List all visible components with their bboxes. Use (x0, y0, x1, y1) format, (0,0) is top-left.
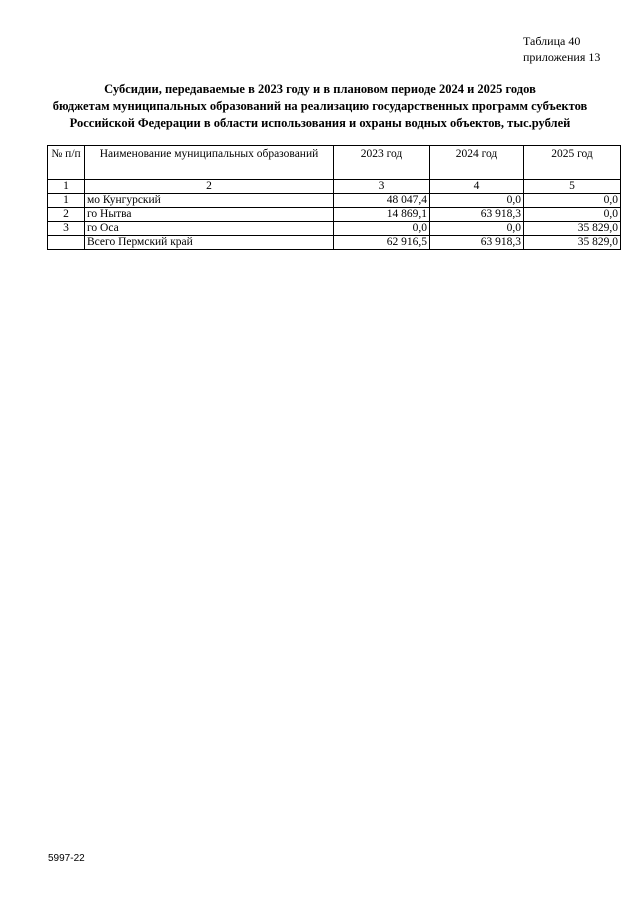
row-name: мо Кунгурский (85, 194, 334, 208)
column-number-row (48, 180, 621, 194)
total-2024: 63 918,3 (430, 236, 524, 250)
row-2024: 63 918,3 (430, 208, 524, 222)
table-row (48, 222, 621, 236)
title-line-2: бюджетам муниципальных образований на реализацию государственных программ субъектов (52, 99, 588, 113)
title-line-1: Субсидии, передаваемые в 2023 году и в плановом периоде 2024 и 2025 годов (104, 82, 536, 96)
appendix-number: приложения 13 (523, 50, 601, 64)
row-name: го Оса (85, 222, 334, 236)
header-name: Наименование муниципальных образований (85, 146, 334, 180)
header-num (48, 146, 85, 180)
row-name: го Нытва (85, 208, 334, 222)
header-num-label: № п/п (51, 148, 81, 160)
row-num: 3 (48, 222, 85, 236)
col-number-2: 2 (85, 180, 334, 194)
subsidies-table (47, 145, 621, 250)
total-name: Всего Пермский край (85, 236, 334, 250)
header-2023: 2023 год (334, 146, 430, 180)
col-number-1: 1 (48, 180, 85, 194)
col-number-4: 4 (430, 180, 524, 194)
col-number-5: 5 (524, 180, 621, 194)
document-code: 5997-22 (48, 853, 85, 864)
table-row (48, 194, 621, 208)
col-number-3: 3 (334, 180, 430, 194)
row-2025: 0,0 (524, 194, 621, 208)
header-2025: 2025 год (524, 146, 621, 180)
row-2023: 48 047,4 (334, 194, 430, 208)
row-2024: 0,0 (430, 194, 524, 208)
row-2023: 0,0 (334, 222, 430, 236)
table-number: Таблица 40 (523, 34, 581, 48)
table-reference (523, 33, 600, 65)
title-line-3: Российской Федерации в области использования и охраны водных объектов, тыс.рублей (69, 116, 571, 130)
total-2025: 35 829,0 (524, 236, 621, 250)
row-2025: 35 829,0 (524, 222, 621, 236)
row-num: 2 (48, 208, 85, 222)
table-row (48, 208, 621, 222)
total-row (48, 236, 621, 250)
total-2023: 62 916,5 (334, 236, 430, 250)
header-2024: 2024 год (430, 146, 524, 180)
document-title (20, 81, 620, 132)
header-row (48, 146, 621, 180)
row-2024: 0,0 (430, 222, 524, 236)
row-num: 1 (48, 194, 85, 208)
row-2025: 0,0 (524, 208, 621, 222)
total-num (48, 236, 85, 250)
row-2023: 14 869,1 (334, 208, 430, 222)
